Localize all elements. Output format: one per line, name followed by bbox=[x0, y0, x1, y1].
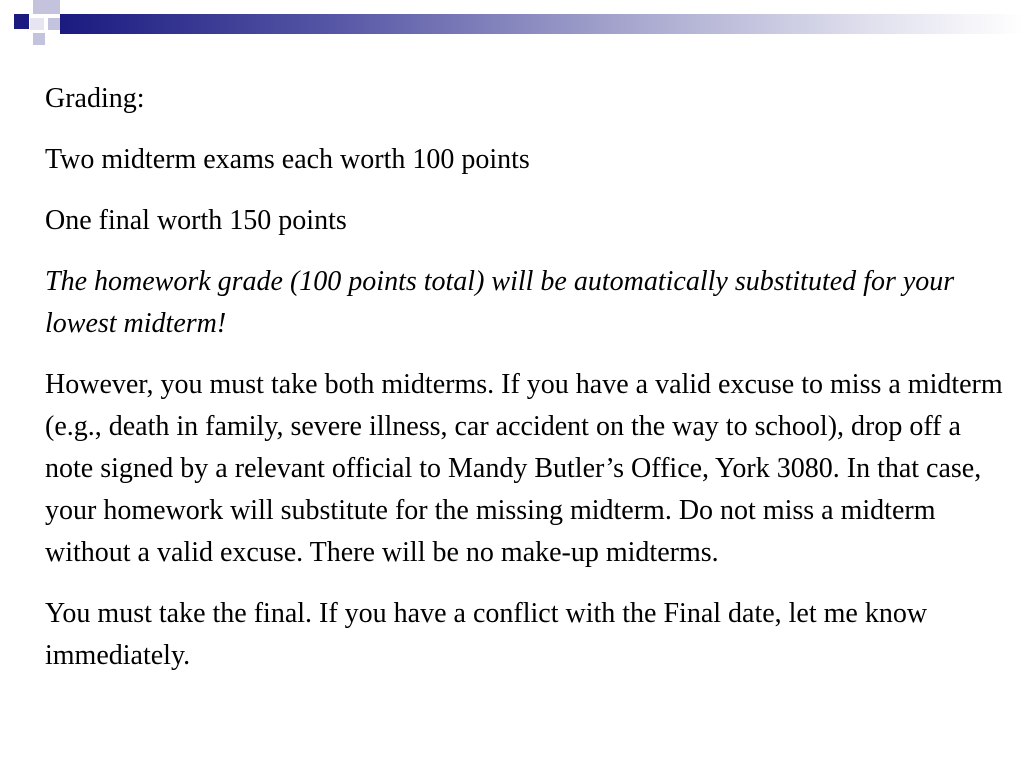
final-points-text: One final worth 150 points bbox=[45, 205, 347, 236]
decorative-square-dark bbox=[14, 14, 29, 29]
decorative-square-light bbox=[33, 0, 60, 14]
homework-substitution-text: The homework grade (100 points total) will be automatically substituted for your lowest midterm! bbox=[45, 266, 955, 339]
midterm-points-text: Two midterm exams each worth 100 points bbox=[45, 144, 530, 175]
decorative-square-pale bbox=[30, 18, 44, 30]
final-exam-policy-text: You must take the final. If you have a conflict with the Final date, let me know immediately. bbox=[45, 598, 928, 671]
header-gradient-bar bbox=[60, 14, 1024, 34]
decorative-square-light-lower bbox=[33, 33, 45, 45]
slide-heading: Grading: bbox=[45, 83, 145, 114]
midterm-excuse-policy-text: However, you must take both midterms. If you have a valid excuse to miss a midterm (e.g., death in family, severe illness, car accident on the way to school), drop off a note signed by a relevant official to Mandy Butler’s Office, York 3080. In that case, your homework will substitute for the missing midterm. Do not miss a midterm without a valid excuse. There will be no make-up midterms. bbox=[45, 369, 1003, 568]
slide-body bbox=[45, 78, 1005, 696]
decorative-square-light-small bbox=[48, 18, 60, 30]
